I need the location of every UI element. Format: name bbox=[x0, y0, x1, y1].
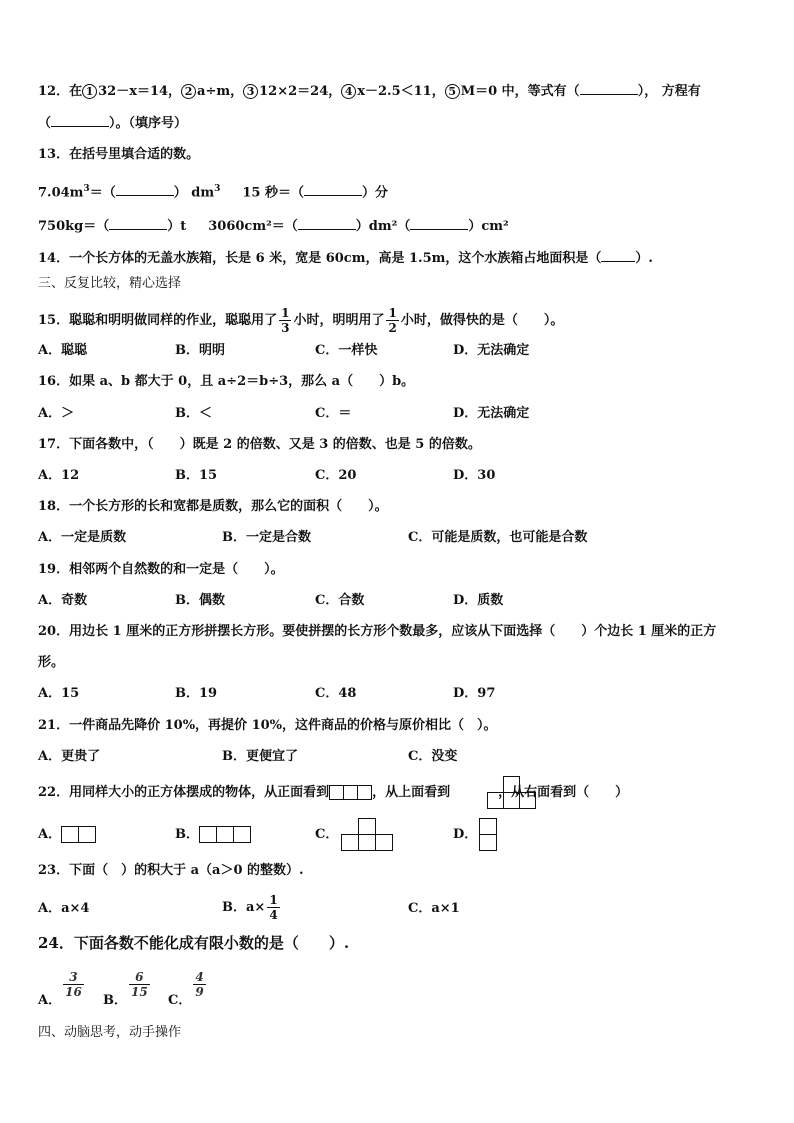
q22-option-d[interactable] bbox=[453, 826, 477, 844]
answer-blank[interactable] bbox=[109, 217, 167, 230]
q16-option-a[interactable]: A．＞ bbox=[38, 406, 75, 421]
q17-option-b[interactable]: B．15 bbox=[175, 468, 218, 483]
q13-r1-a-sup: 3 bbox=[83, 184, 90, 194]
q19-option-b[interactable]: B．偶数 bbox=[175, 593, 225, 608]
q15-b: 小时，明明用了 bbox=[293, 313, 385, 328]
option-label: D． bbox=[453, 827, 478, 842]
option-a-figure bbox=[61, 826, 96, 843]
q13-r2-b: ）t bbox=[167, 219, 187, 234]
q23-option-b[interactable] bbox=[222, 893, 282, 922]
frac-den: 9 bbox=[195, 985, 204, 999]
q15-option-c[interactable]: C．一样快 bbox=[315, 343, 378, 358]
answer-blank[interactable] bbox=[410, 217, 468, 230]
q12-item-5: M＝0 中，等式有（ bbox=[460, 84, 580, 99]
square bbox=[78, 826, 96, 843]
q13-r1-d: 15 秒＝（ bbox=[242, 185, 304, 201]
option-label: B．a× bbox=[222, 900, 266, 915]
q18-prompt: 18．一个长方形的长和宽都是质数，那么它的面积（ ）。 bbox=[38, 499, 388, 514]
frac-num: 1 bbox=[281, 306, 290, 320]
square bbox=[216, 826, 234, 843]
q12-mid: ）， 方程有 bbox=[637, 84, 701, 99]
q22-option-a[interactable] bbox=[38, 826, 96, 844]
q17-option-d[interactable]: D．30 bbox=[453, 468, 496, 483]
fraction-3-16 bbox=[63, 970, 84, 999]
square bbox=[357, 785, 372, 800]
q15-option-b[interactable]: B．明明 bbox=[175, 343, 225, 358]
q16-option-b[interactable]: B．＜ bbox=[175, 406, 212, 421]
q22-b: ，从上面看到 bbox=[372, 785, 451, 800]
square bbox=[479, 818, 497, 835]
q16-option-d[interactable]: D．无法确定 bbox=[453, 406, 530, 421]
q12-line2 bbox=[38, 114, 187, 133]
square bbox=[358, 834, 376, 851]
q14-text: 14．一个长方体的无盖水族箱，长是 6 米，宽是 60cm，高是 1.5m，这个水族箱占地面积是（ bbox=[38, 251, 602, 266]
square bbox=[503, 776, 520, 793]
q13-row1 bbox=[38, 180, 388, 202]
q12-close: ）。（填序号） bbox=[109, 116, 188, 131]
q13-row2 bbox=[38, 217, 509, 236]
frac-den: 4 bbox=[269, 908, 278, 922]
frac-den: 16 bbox=[65, 985, 82, 999]
q12-open: （ bbox=[38, 116, 52, 131]
q24-option-c[interactable] bbox=[168, 970, 208, 1008]
square bbox=[519, 792, 536, 809]
q20-option-a[interactable]: A．15 bbox=[38, 686, 80, 701]
option-label: B． bbox=[103, 993, 127, 1008]
fraction-one-quarter bbox=[267, 893, 279, 922]
frac-den: 15 bbox=[131, 985, 148, 999]
q13-r2-d: ）dm²（ bbox=[355, 219, 411, 234]
square bbox=[199, 826, 217, 843]
q15-c: 小时，做得快的是（ ）。 bbox=[400, 313, 564, 328]
fraction-6-15 bbox=[129, 970, 150, 999]
option-label: A． bbox=[38, 993, 62, 1008]
q13-r2-e: ）cm² bbox=[468, 219, 509, 234]
q22-c: ，从右面看到（ ） bbox=[498, 785, 629, 800]
option-label: B． bbox=[175, 827, 199, 842]
q13-r2-a: 750kg＝（ bbox=[38, 219, 110, 234]
frac-den: 3 bbox=[281, 321, 290, 335]
q22-option-c[interactable] bbox=[315, 826, 338, 844]
q21-option-a[interactable]: A．更贵了 bbox=[38, 749, 101, 764]
q13-r2-c: 3060cm²＝（ bbox=[208, 219, 298, 234]
q15-line bbox=[38, 306, 563, 335]
circled-4: 4 bbox=[341, 84, 356, 99]
q12-line1 bbox=[38, 82, 701, 101]
square bbox=[358, 818, 376, 835]
frac-num: 4 bbox=[195, 970, 204, 984]
q12-item-3: 12×2＝24， bbox=[259, 84, 342, 99]
top-view-figure bbox=[487, 776, 535, 810]
q19-prompt: 19．相邻两个自然数的和一定是（ ）。 bbox=[38, 562, 284, 577]
q18-option-b[interactable]: B．一定是合数 bbox=[222, 530, 311, 545]
answer-blank[interactable] bbox=[580, 82, 638, 95]
q15-option-d[interactable]: D．无法确定 bbox=[453, 343, 530, 358]
q13-r1-c: ） dm bbox=[173, 185, 215, 201]
q13-prompt: 13．在括号里填合适的数。 bbox=[38, 147, 200, 162]
q24-prompt: 24．下面各数不能化成有限小数的是（ ）. bbox=[38, 934, 350, 952]
q23-option-c[interactable]: C．a×1 bbox=[408, 901, 460, 916]
square bbox=[61, 826, 79, 843]
q18-option-c[interactable]: C．可能是质数，也可能是合数 bbox=[408, 530, 588, 545]
section-4-heading: 四、动脑思考，动手操作 bbox=[38, 1025, 182, 1040]
circled-5: 5 bbox=[445, 84, 460, 99]
q20-prompt: 20．用边长 1 厘米的正方形拼摆长方形。要使拼摆的长方形个数最多，应该从下面选择（ ）个边长 1 厘米的正方 bbox=[38, 624, 717, 639]
q13-r1-b: ＝（ bbox=[89, 185, 116, 201]
q13-r1-c-sup: 3 bbox=[214, 184, 221, 194]
q16-option-c[interactable]: C．＝ bbox=[315, 406, 352, 421]
option-label: A． bbox=[38, 827, 62, 842]
q16-prompt: 16．如果 a、b 都大于 0，且 a÷2＝b÷3，那么 a（ ）b。 bbox=[38, 374, 415, 389]
option-c-figure bbox=[341, 818, 393, 852]
option-b-figure bbox=[199, 826, 251, 843]
q12-pre: 在 bbox=[69, 84, 83, 99]
frac-num: 3 bbox=[63, 970, 84, 985]
q19-option-d[interactable]: D．质数 bbox=[453, 593, 504, 608]
frac-num: 1 bbox=[269, 893, 278, 907]
front-view-figure bbox=[329, 785, 372, 800]
circled-3: 3 bbox=[243, 84, 258, 99]
frac-num: 6 bbox=[129, 970, 150, 985]
q12-item-2: a÷m， bbox=[197, 84, 244, 99]
square bbox=[503, 792, 520, 809]
q20-option-b[interactable]: B．19 bbox=[175, 686, 218, 701]
answer-blank[interactable] bbox=[298, 217, 356, 230]
q22-prompt bbox=[38, 784, 628, 802]
section-3-heading: 三、反复比较，精心选择 bbox=[38, 276, 182, 291]
fraction-4-9 bbox=[193, 970, 205, 999]
q17-option-c[interactable]: C．20 bbox=[315, 468, 357, 483]
answer-blank[interactable] bbox=[304, 183, 362, 196]
option-d-figure bbox=[479, 818, 497, 852]
q17-prompt: 17．下面各数中，（ ）既是 2 的倍数、又是 3 的倍数、也是 5 的倍数。 bbox=[38, 437, 481, 452]
q19-option-a[interactable]: A．奇数 bbox=[38, 593, 88, 608]
answer-blank[interactable] bbox=[116, 183, 174, 196]
q18-option-a[interactable]: A．一定是质数 bbox=[38, 530, 127, 545]
square bbox=[341, 834, 359, 851]
answer-blank[interactable] bbox=[51, 114, 109, 127]
square bbox=[479, 834, 497, 851]
q19-option-c[interactable]: C．合数 bbox=[315, 593, 365, 608]
frac-den: 2 bbox=[388, 321, 397, 335]
q22-a: 22．用同样大小的正方体摆成的物体，从正面看到 bbox=[38, 785, 330, 800]
answer-blank[interactable] bbox=[601, 249, 635, 262]
circled-1: 1 bbox=[82, 84, 97, 99]
q13-r1-e: ）分 bbox=[361, 185, 388, 201]
q21-option-b[interactable]: B．更便宜了 bbox=[222, 749, 298, 764]
q24-option-a[interactable] bbox=[38, 970, 86, 1008]
q21-prompt: 21．一件商品先降价 10%，再提价 10%，这件商品的价格与原价相比（ ）。 bbox=[38, 718, 497, 733]
q20-option-c[interactable]: C．48 bbox=[315, 686, 357, 701]
frac-num: 1 bbox=[388, 306, 397, 320]
q23-prompt: 23．下面（ ）的积大于 a（a＞0 的整数）. bbox=[38, 863, 304, 878]
q14-line bbox=[38, 249, 653, 268]
q12-item-1: 32－x＝14， bbox=[98, 84, 182, 99]
fraction-one-half bbox=[386, 306, 398, 335]
option-label: C． bbox=[315, 827, 339, 842]
square bbox=[233, 826, 251, 843]
q20-prompt-cont: 形。 bbox=[38, 655, 65, 670]
q22-option-b[interactable] bbox=[175, 826, 251, 844]
square bbox=[487, 792, 504, 809]
q20-option-d[interactable]: D．97 bbox=[453, 686, 496, 701]
q17-option-a[interactable]: A．12 bbox=[38, 468, 80, 483]
q13-r1-a: 7.04m bbox=[38, 185, 84, 201]
q15-option-a[interactable]: A．聪聪 bbox=[38, 343, 88, 358]
q15-a: 15．聪聪和明明做同样的作业，聪聪用了 bbox=[38, 313, 278, 328]
option-label: C． bbox=[168, 993, 192, 1008]
q12-number: 12． bbox=[38, 84, 70, 99]
square bbox=[343, 785, 358, 800]
square bbox=[329, 785, 344, 800]
q12-item-4: x－2.5＜11， bbox=[357, 84, 445, 99]
q14-close: ）. bbox=[635, 251, 653, 266]
q24-option-b[interactable] bbox=[103, 970, 152, 1008]
fraction-one-third bbox=[279, 306, 291, 335]
circled-2: 2 bbox=[181, 84, 196, 99]
square bbox=[375, 834, 393, 851]
q21-option-c[interactable]: C．没变 bbox=[408, 749, 458, 764]
q23-option-a[interactable]: A．a×4 bbox=[38, 901, 90, 916]
